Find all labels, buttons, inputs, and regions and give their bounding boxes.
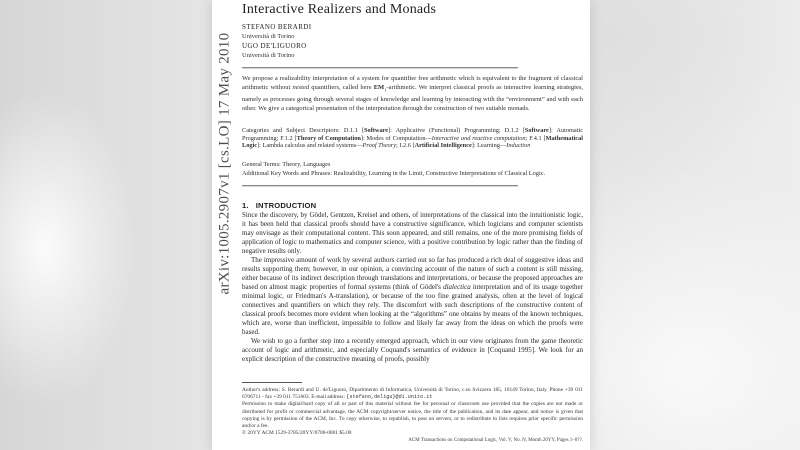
section-number: 1. (242, 201, 249, 210)
copyright-line: © 20YY ACM 1529-3785/20YY/0700-0001 $5.00 (242, 430, 352, 437)
author-name-1: STEFANO BERARDI (242, 23, 312, 31)
permission-notice: Permission to make digital/hard copy of all or part of this material without fee for personal or classroom use provided that the copies are not made or distributed for profit or commercial advantage, the ACM copyright/server notice, the title of the publication, and its date appear, and notice is given that copying is by permission of the ACM, Inc. To copy otherwise, to republish, to post on servers, or to redistribute to lists requires prior specific permission and/or a fee. (242, 401, 583, 430)
author-block (242, 23, 311, 61)
author-affiliation-2: Università di Torino (242, 52, 295, 59)
general-terms: General Terms: Theory, Languages (242, 161, 331, 168)
footnote-rule (242, 382, 302, 383)
author-address-note: Author's address: S. Berardi and U. de'Liguoro, Dipartimento di Informatica, Università di Torino, c.so Svizzera 185, 10149 Torino, Italy. Phone +39 011 6706711 - fax +39 011 751603. E-mail address: {stefano,deligu}@di.unito.it (242, 387, 583, 401)
arxiv-watermark-label: arXiv:1005.2907v1 [cs.LO] 17 May 2010 (216, 32, 233, 295)
paper-title: Interactive Realizers and Monads (242, 2, 437, 17)
author-affiliation-1: Università di Torino (242, 33, 295, 40)
author-name-2: UGO DE'LIGUORO (242, 42, 307, 50)
footnote-block (242, 387, 583, 437)
categories-and-subject-descriptors: Categories and Subject Descriptors: D.1.1 [Software]: Applicative (Functional) Programming; D.1.2 [Software]: Automatic Programming; F.1.2 [Theory of Computation]: Modes of Computation—Interactive and reactive computation; F.4.1 [Mathematical Logic]: Lambda calculus and related systems—Proof Theory; I.2.6 [Artificial Intelligence]: Learning—Induction (242, 127, 583, 150)
intro-paragraph-3: We wish to go a further step into a recently emerged approach, which in our view originates from the game theoretic account of logic and arithmetic, and especially Coquand's semantics of evidence in [Coquand 1995]. We look for an explicit description of the constructive meaning of proofs, possibly (242, 337, 583, 363)
intro-paragraph-1: Since the discovery, by Gödel, Gentzen, Kreisel and others, of interpretations of the classical into the intuitionistic logic, it has been held that classical proofs should have a constructive significance, which logicians and computer scientists may envisage as their computational content. This soon appeared, and still remains, one of the more promising fields of application of logic to mathematics and computer science, with a positive contribution by logic rather than the finding of negative results only. (242, 211, 583, 255)
intro-paragraph-2: The impressive amount of work by several authors carried out so far has produced a rich deal of suggestive ideas and results supporting them; however, in our opinion, a convincing account of the nature of such a content is still missing, either because of its indirect description through translations and interpretations, or because the proposed approaches are based on almost magic properties of formal systems (think of Gödel's dialectica interpretation and of its usage together minimal logic, or Friedman's A-translation), or because of the too fine grained analysis, often at the level of logical connectives and quantifiers on which they rely. The discomfort with such descriptions of the constructive content of classical proofs becomes more evident when looking at the “algorithms” one obtains by means of the known techniques, which are, worse than inefficient, impossible to follow and likely far away from the ideas on which the proofs were based. (242, 256, 583, 336)
abstract-bottom-rule (242, 185, 518, 187)
abstract-top-rule (242, 67, 518, 69)
page-content (242, 0, 583, 450)
introduction-body (242, 211, 583, 364)
journal-footer-line: ACM Transactions on Computational Logic, Vol. V, No. N, Month 20YY, Pages 1–0??. (408, 438, 583, 443)
section-1-heading (242, 201, 316, 210)
section-title: INTRODUCTION (255, 201, 317, 210)
additional-keywords: Additional Key Words and Phrases: Realizability, Learning in the Limit, Constructive Interpretations of Classical Logic. (242, 169, 546, 177)
abstract-text: We propose a realizability interpretation of a system for quantifier free arithmetic which is equivalent to the fragment of classical arithmetic without nested quantifiers, called here $EM_1$-arithmetic. We interpret classical proofs as interactive learning strategies, namely as processes going through several stages of knowledge and learning by interacting with the “environment” and with each other. We give a categorical presentation of the interpretation through the construction of two suitable monads. (242, 75, 583, 112)
paper-page (212, 0, 590, 450)
